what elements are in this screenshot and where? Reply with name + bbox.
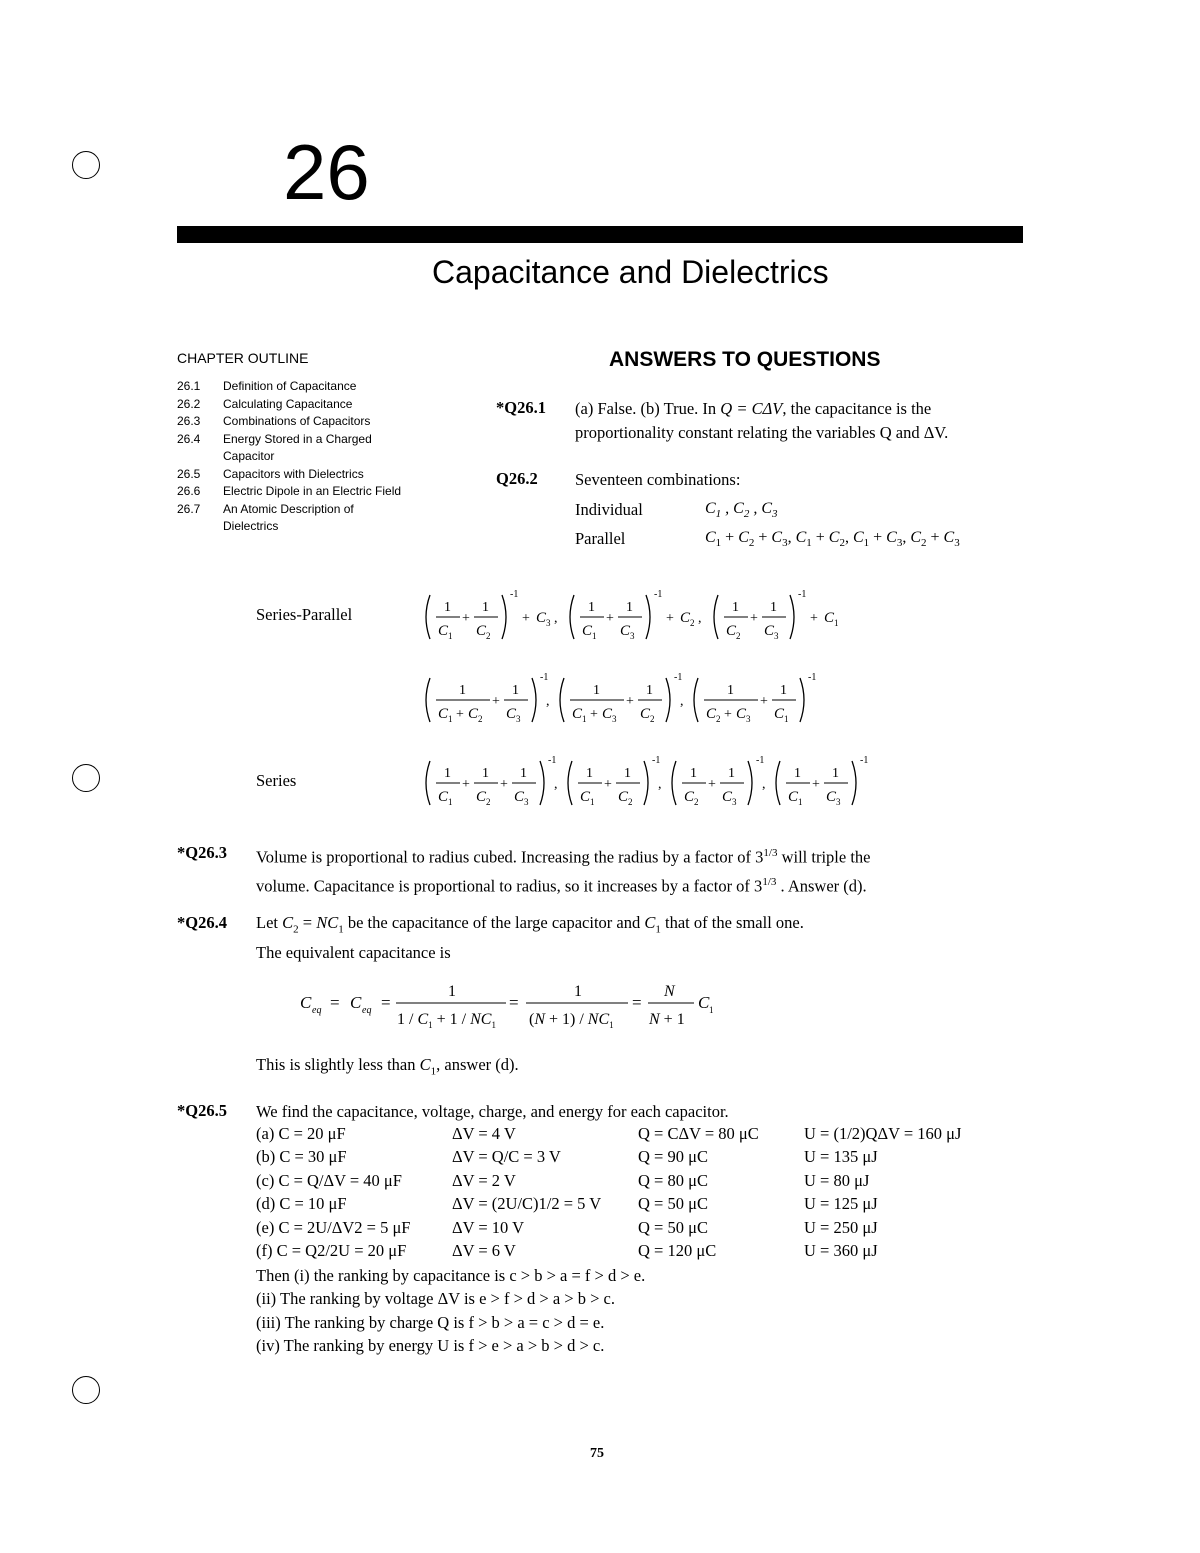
svg-text:1: 1 [482, 600, 489, 615]
capacitor-cell: ΔV = Q/C = 3 V [452, 1147, 561, 1167]
capacitor-cell: ΔV = 2 V [452, 1170, 516, 1190]
capacitor-cell: ΔV = 4 V [452, 1124, 516, 1143]
svg-text:+: + [666, 611, 674, 626]
svg-text:,: , [698, 611, 702, 626]
capacitor-row [256, 1218, 1024, 1241]
svg-text:3: 3 [732, 797, 737, 807]
svg-text:C: C [826, 789, 837, 805]
svg-text:1: 1 [770, 600, 777, 615]
svg-text:+: + [750, 611, 758, 626]
capacitor-cell: (e) C = 2U/ΔV2 = 5 μF [256, 1217, 411, 1237]
chapter-number: 26 [283, 128, 370, 216]
svg-text:C: C [438, 706, 449, 722]
svg-text:C: C [774, 706, 785, 722]
svg-text:(N + 1) / NC1: $(N + 1) / NC_1$ [529, 1011, 614, 1030]
svg-text:2: 2 [736, 631, 741, 641]
capacitor-row [256, 1241, 1024, 1264]
svg-text:,: , [546, 694, 550, 709]
svg-text:-1: -1 [548, 755, 557, 766]
svg-text:,: , [554, 777, 558, 792]
svg-text:-1: -1 [808, 672, 817, 683]
q3-answer: Volume is proportional to radius cubed. Increasing the radius by a factor of $3^{1/3}$ will triple the volume. Capacitance is proportional to radius, so it increases by a factor of $3^{1/3}$ . Answer (d). [256, 847, 871, 895]
svg-text:=: = [381, 993, 391, 1012]
svg-text:C: C [536, 610, 547, 626]
svg-text:+: + [462, 777, 470, 792]
outline-item: 26.7 An Atomic Description of Dielectrics [177, 501, 354, 533]
svg-text:,: , [762, 777, 766, 792]
svg-text:C: C [582, 623, 593, 639]
svg-text:C: C [350, 993, 362, 1012]
svg-text:eq: eq [312, 1005, 322, 1016]
svg-text:3: 3 [516, 714, 521, 724]
svg-text:1: 1 [832, 766, 839, 781]
q4-answer: Let $C_2 = NC_1$ be the capacitance of the large capacitor and $C_1$ that of the small one. The equivalent capacitance is [256, 913, 804, 963]
svg-text:-1: -1 [860, 755, 869, 766]
capacitor-row [256, 1171, 1024, 1194]
svg-text:1: 1 [834, 618, 839, 628]
svg-text:1: 1 [588, 600, 595, 615]
svg-text:C: C [824, 610, 835, 626]
svg-text:-1: -1 [798, 589, 807, 600]
capacitor-row [256, 1124, 1024, 1147]
svg-text:+: + [606, 611, 614, 626]
svg-text:3: 3 [546, 618, 551, 628]
svg-text:,: , [658, 777, 662, 792]
svg-text:1: 1 [448, 983, 456, 1000]
svg-text:C: C [764, 623, 775, 639]
svg-text:1: 1 [593, 683, 600, 698]
svg-text:1: 1 [646, 683, 653, 698]
svg-text:2: 2 [690, 618, 695, 628]
q2-label: Q26.2 [496, 469, 538, 488]
svg-text:C: C [438, 623, 449, 639]
capacitor-row [256, 1194, 1024, 1217]
svg-text:+: + [724, 707, 732, 722]
outline-item: 26.2 Calculating Capacitance [177, 396, 353, 411]
svg-text:+: + [812, 777, 820, 792]
svg-text:C: C [468, 706, 479, 722]
individual-label: Individual [575, 500, 643, 519]
ranking-energy: (iv) The ranking by energy U is f > e > a > b > d > c. [256, 1336, 605, 1356]
capacitor-cell: Q = 50 μC [638, 1217, 708, 1237]
series-label: Series [256, 771, 297, 790]
q1-answer: (a) False. (b) True. In Q = CΔV, the capacitance is the proportionality constant relating the variables Q and ΔV. [575, 399, 949, 442]
outline-item: 26.3 Combinations of Capacitors [177, 414, 371, 428]
svg-text:1: 1 [690, 766, 697, 781]
svg-text:C: C [722, 789, 733, 805]
capacitor-cell: (b) C = 30 μF [256, 1147, 347, 1167]
parallel-label: Parallel [575, 529, 626, 548]
outline-heading: CHAPTER OUTLINE [177, 350, 309, 366]
outline-item: 26.5 Capacitors with Dielectrics [177, 466, 364, 481]
svg-text:C: C [438, 789, 449, 805]
q5-intro: We find the capacitance, voltage, charge, and energy for each capacitor. [256, 1102, 729, 1121]
chapter-title: Capacitance and Dielectrics [432, 254, 829, 290]
svg-text:3: 3 [774, 631, 779, 641]
capacitor-cell: U = 135 μJ [804, 1147, 878, 1167]
svg-text:C: C [514, 789, 525, 805]
q1-label: *Q26.1 [496, 398, 546, 417]
capacitor-cell: Q = CΔV = 80 μC [638, 1124, 759, 1143]
svg-text:1: 1 [727, 683, 734, 698]
svg-text:eq: eq [362, 1005, 372, 1016]
svg-text:C: C [602, 706, 613, 722]
svg-text:+: + [456, 707, 464, 722]
answers-heading: ANSWERS TO QUESTIONS [609, 348, 881, 371]
svg-text:2: 2 [478, 714, 483, 724]
capacitor-cell: ΔV = 6 V [452, 1240, 516, 1260]
svg-text:C: C [684, 789, 695, 805]
svg-text:1: 1 [574, 983, 582, 1000]
capacitor-cell: Q = 90 μC [638, 1147, 708, 1167]
capacitor-cell: ΔV = (2U/C)1/2 = 5 V [452, 1194, 602, 1214]
svg-text:C: C [476, 623, 487, 639]
svg-text:,: , [554, 611, 558, 626]
svg-text:1: 1 [709, 1005, 714, 1015]
svg-text:-1: -1 [652, 755, 661, 766]
svg-text:N + 1: N + 1 [649, 1011, 685, 1028]
svg-text:1: 1 [448, 714, 453, 724]
svg-text:+: + [522, 611, 530, 626]
svg-text:1: 1 [728, 766, 735, 781]
svg-text:C: C [726, 623, 737, 639]
svg-text:+: + [492, 694, 500, 709]
svg-text:=: = [509, 993, 519, 1012]
svg-text:1: 1 [512, 683, 519, 698]
svg-text:+: + [708, 777, 716, 792]
svg-text:2: 2 [628, 797, 633, 807]
outline-item: 26.4 Energy Stored in a Charged Capacitor [177, 431, 372, 463]
svg-text:3: 3 [836, 797, 841, 807]
capacitor-cell: (d) C = 10 μF [256, 1194, 347, 1214]
svg-text:1: 1 [448, 797, 453, 807]
svg-text:1: 1 [459, 683, 466, 698]
capacitor-cell: (a) C = 20 μF [256, 1124, 346, 1143]
svg-text:=: = [632, 993, 642, 1012]
capacitor-cell: U = 360 μJ [804, 1240, 878, 1260]
binder-hole-bottom [72, 1376, 100, 1404]
svg-text:1 / C1 + 1 / NC1: $1 / C_1 + 1 / NC_1$ [397, 1011, 496, 1030]
svg-text:1: 1 [626, 600, 633, 615]
svg-text:1: 1 [794, 766, 801, 781]
svg-text:C: C [706, 706, 717, 722]
svg-text:C: C [580, 789, 591, 805]
ranking-voltage: (ii) The ranking by voltage ΔV is e > f > d > a > b > c. [256, 1289, 615, 1309]
capacitor-cell: U = 80 μJ [804, 1170, 870, 1190]
svg-text:+: + [590, 707, 598, 722]
svg-text:C: C [620, 623, 631, 639]
svg-text:1: 1 [590, 797, 595, 807]
svg-text:C: C [788, 789, 799, 805]
individual-expression: $C_1$ , $C_2$ , $C_3$ [705, 500, 778, 521]
ranking-charge: (iii) The ranking by charge Q is f > b > a = c > d = e. [256, 1312, 605, 1332]
svg-text:C: C [572, 706, 583, 722]
svg-text:1: 1 [586, 766, 593, 781]
svg-text:C: C [680, 610, 691, 626]
svg-text:2: 2 [486, 797, 491, 807]
svg-text:+: + [604, 777, 612, 792]
capacitor-cell: Q = 120 μC [638, 1240, 717, 1260]
capacitor-cell: (c) C = Q/ΔV = 40 μF [256, 1170, 402, 1190]
q5-rankings [256, 1264, 645, 1358]
capacitor-cell: U = 125 μJ [804, 1194, 878, 1214]
equivalent-capacitance-formula [296, 976, 736, 1036]
svg-text:=: = [330, 993, 340, 1012]
ranking-capacitance: Then (i) the ranking by capacitance is c > b > a = f > d > e. [256, 1266, 646, 1285]
svg-text:3: 3 [524, 797, 529, 807]
parallel-expression: $C_1 + C_2 + C_3$, $C_1 + C_2$, $C_1 + C_3$, $C_2 + C_3$ [705, 529, 960, 550]
svg-text:2: 2 [650, 714, 655, 724]
svg-text:N: N [664, 983, 675, 1000]
capacitor-cell: (f) C = Q2/2U = 20 μF [256, 1240, 407, 1260]
svg-text:+: + [760, 694, 768, 709]
svg-text:C: C [300, 993, 312, 1012]
svg-text:1: 1 [448, 631, 453, 641]
svg-text:3: 3 [630, 631, 635, 641]
svg-text:-1: -1 [674, 672, 683, 683]
svg-text:2: 2 [716, 714, 721, 724]
svg-text:1: 1 [780, 683, 787, 698]
svg-text:+: + [462, 611, 470, 626]
svg-text:2: 2 [486, 631, 491, 641]
svg-text:1: 1 [732, 600, 739, 615]
outline-item: 26.6 Electric Dipole in an Electric Field [177, 484, 402, 498]
svg-text:1: 1 [784, 714, 789, 724]
svg-text:1: 1 [592, 631, 597, 641]
svg-text:C: C [476, 789, 487, 805]
svg-text:C: C [736, 706, 747, 722]
svg-text:C: C [698, 993, 710, 1012]
svg-text:1: 1 [444, 766, 451, 781]
capacitor-cell: Q = 50 μC [638, 1194, 708, 1214]
svg-text:1: 1 [444, 600, 451, 615]
svg-text:C: C [506, 706, 517, 722]
svg-text:1: 1 [798, 797, 803, 807]
q5-label: *Q26.5 [177, 1101, 227, 1120]
svg-text:2: 2 [694, 797, 699, 807]
svg-text:+: + [810, 611, 818, 626]
outline-item: 26.1 Definition of Capacitance [177, 379, 357, 393]
q2-intro: Seventeen combinations: [575, 470, 741, 489]
capacitor-values-table [256, 1124, 1024, 1264]
series-parallel-label: Series-Parallel [256, 605, 353, 624]
capacitor-row [256, 1147, 1024, 1170]
q3-label: *Q26.3 [177, 843, 227, 862]
capacitor-cell: ΔV = 10 V [452, 1217, 525, 1237]
capacitor-cell: U = (1/2)QΔV = 160 μJ [804, 1124, 962, 1143]
svg-text:,: , [680, 694, 684, 709]
svg-text:+: + [500, 777, 508, 792]
svg-text:-1: -1 [654, 589, 663, 600]
page-number: 75 [590, 1446, 604, 1461]
svg-text:-1: -1 [540, 672, 549, 683]
q4-label: *Q26.4 [177, 913, 227, 932]
svg-text:1: 1 [582, 714, 587, 724]
svg-text:3: 3 [746, 714, 751, 724]
capacitor-cell: Q = 80 μC [638, 1170, 708, 1190]
svg-text:C: C [618, 789, 629, 805]
svg-text:C: C [640, 706, 651, 722]
svg-text:1: 1 [482, 766, 489, 781]
svg-text:+: + [626, 694, 634, 709]
svg-text:3: 3 [612, 714, 617, 724]
svg-text:-1: -1 [756, 755, 765, 766]
svg-text:1: 1 [624, 766, 631, 781]
svg-text:-1: -1 [510, 589, 519, 600]
svg-text:1: 1 [520, 766, 527, 781]
q4-conclusion: This is slightly less than $C_1$, answer (d). [256, 1055, 519, 1078]
capacitor-cell: U = 250 μJ [804, 1217, 878, 1237]
